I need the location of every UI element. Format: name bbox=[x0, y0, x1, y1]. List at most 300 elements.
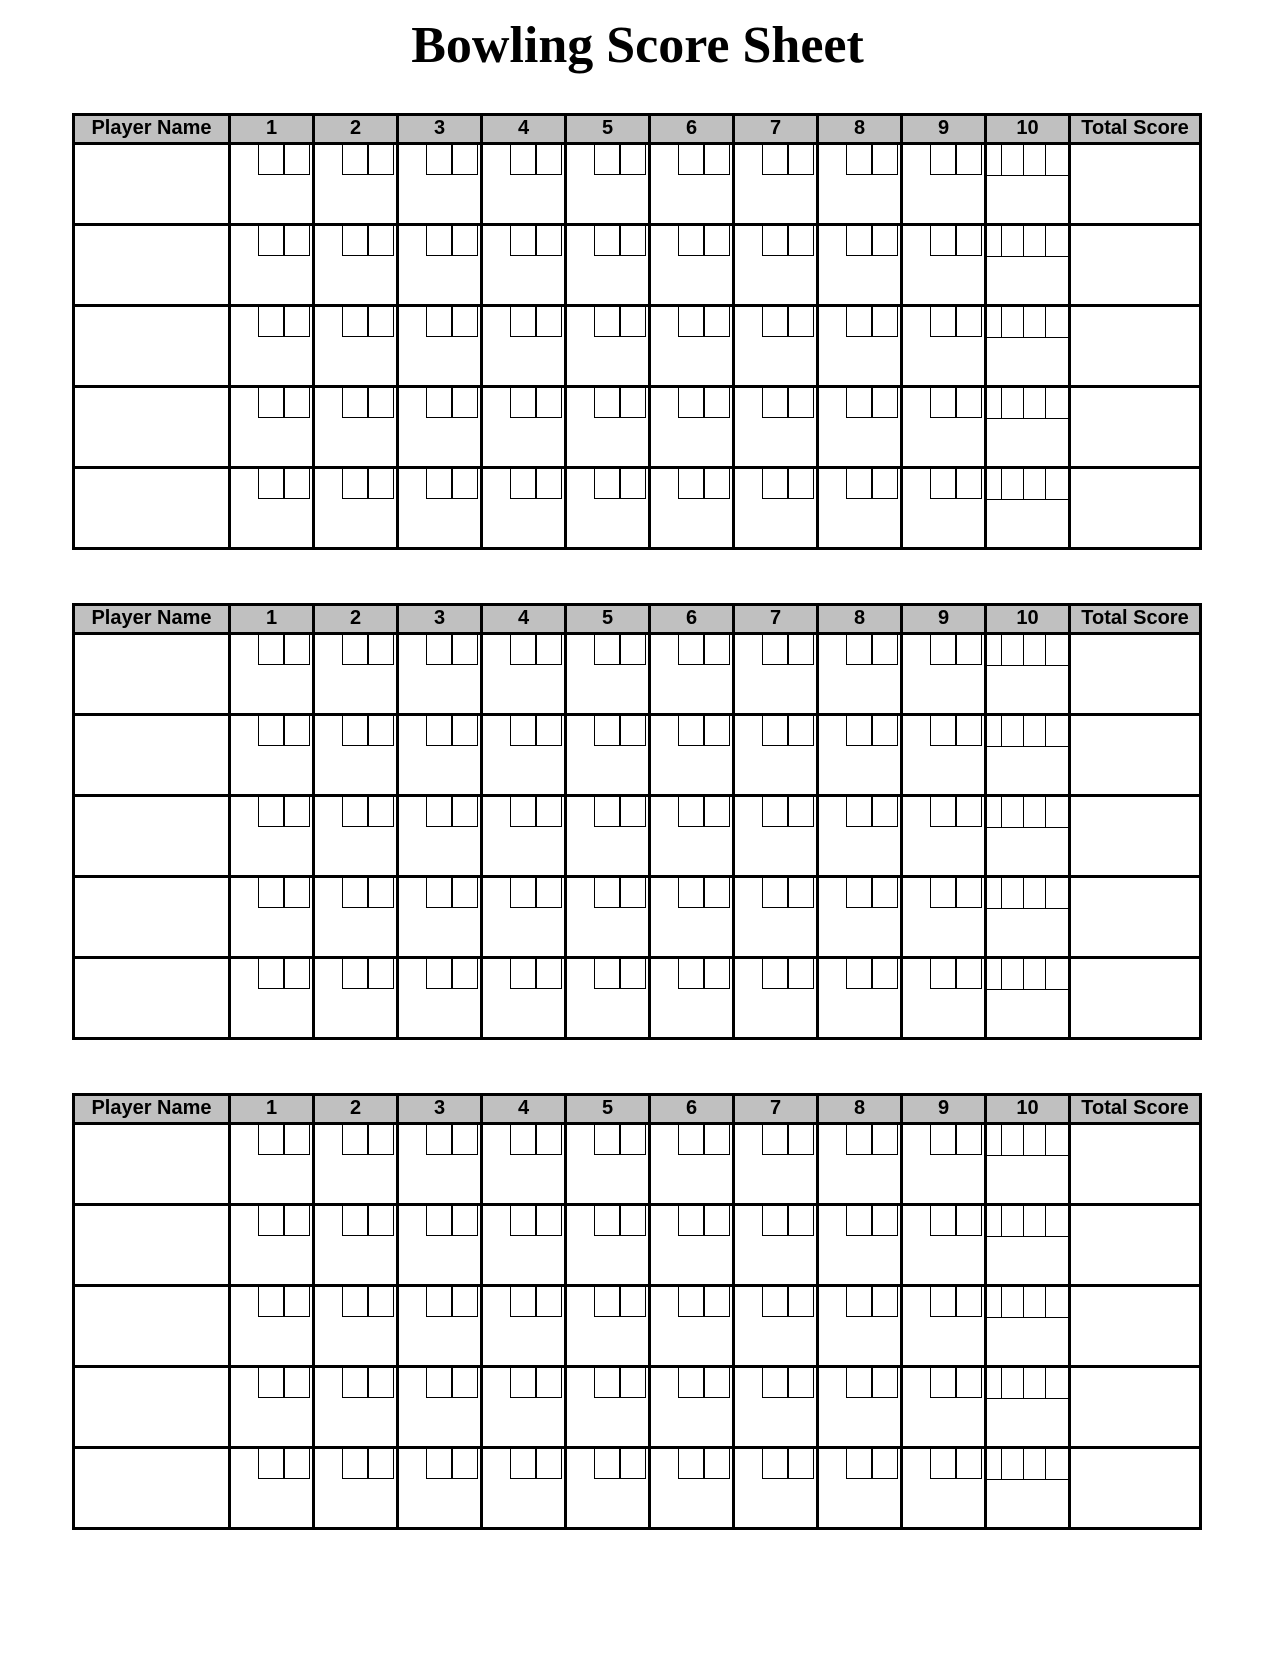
throw-box bbox=[535, 1125, 562, 1155]
throw-boxes bbox=[567, 226, 648, 256]
throw-boxes bbox=[399, 635, 480, 665]
throw-box bbox=[846, 959, 873, 989]
throw-box bbox=[258, 716, 285, 746]
throw-box bbox=[1045, 959, 1068, 989]
throw-box bbox=[871, 1125, 898, 1155]
throw-box bbox=[787, 145, 814, 175]
throw-box bbox=[703, 1287, 730, 1317]
throw-box bbox=[955, 388, 982, 418]
throw-box bbox=[594, 716, 621, 746]
throw-box bbox=[367, 878, 394, 908]
throw-boxes bbox=[315, 1125, 396, 1155]
throw-box bbox=[426, 388, 453, 418]
frame-cell-3 bbox=[398, 224, 482, 305]
frame-cell-4 bbox=[482, 305, 566, 386]
throw-box bbox=[1045, 1125, 1068, 1155]
throw-box bbox=[594, 959, 621, 989]
throw-boxes bbox=[483, 1206, 564, 1236]
frame-cell-9 bbox=[902, 467, 986, 548]
throw-box bbox=[762, 1206, 789, 1236]
frame-cell-5 bbox=[566, 1123, 650, 1204]
frame-cell-6 bbox=[650, 714, 734, 795]
player-name-cell bbox=[74, 1285, 230, 1366]
frame-cell-7 bbox=[734, 1123, 818, 1204]
throw-box bbox=[594, 1449, 621, 1479]
header-frame-8: 8 bbox=[818, 604, 902, 633]
frame-cell-4 bbox=[482, 386, 566, 467]
frame-cell-8 bbox=[818, 1366, 902, 1447]
player-name-cell bbox=[74, 714, 230, 795]
throw-box bbox=[787, 1125, 814, 1155]
score-table-2 bbox=[72, 603, 1202, 1040]
total-score-cell bbox=[1070, 224, 1201, 305]
throw-box bbox=[451, 878, 478, 908]
throw-box bbox=[258, 1125, 285, 1155]
throw-box bbox=[1045, 878, 1068, 908]
throw-box bbox=[678, 1125, 705, 1155]
header-frame-10: 10 bbox=[986, 1094, 1070, 1123]
frame-ten-strip bbox=[987, 1368, 1068, 1399]
throw-box bbox=[678, 388, 705, 418]
throw-box bbox=[426, 878, 453, 908]
throw-box bbox=[1023, 1287, 1045, 1317]
throw-box bbox=[283, 388, 310, 418]
frame-cell-8 bbox=[818, 467, 902, 548]
throw-boxes bbox=[399, 959, 480, 989]
total-score-cell bbox=[1070, 714, 1201, 795]
frame-ten-filler bbox=[987, 145, 1001, 175]
frame-cell-1 bbox=[230, 1366, 314, 1447]
throw-box bbox=[451, 469, 478, 499]
throw-box bbox=[619, 716, 646, 746]
frame-cell-1 bbox=[230, 305, 314, 386]
throw-box bbox=[787, 797, 814, 827]
throw-box bbox=[1001, 307, 1023, 337]
throw-box bbox=[703, 635, 730, 665]
frame-cell-10 bbox=[986, 876, 1070, 957]
frame-cell-7 bbox=[734, 1366, 818, 1447]
throw-box bbox=[426, 307, 453, 337]
throw-box bbox=[846, 1287, 873, 1317]
throw-box bbox=[703, 797, 730, 827]
throw-box bbox=[678, 797, 705, 827]
throw-boxes bbox=[651, 797, 732, 827]
throw-boxes bbox=[315, 1287, 396, 1317]
throw-boxes bbox=[651, 1368, 732, 1398]
throw-box bbox=[535, 145, 562, 175]
throw-box bbox=[1001, 1287, 1023, 1317]
frame-cell-8 bbox=[818, 1285, 902, 1366]
throw-boxes bbox=[483, 145, 564, 175]
total-score-cell bbox=[1070, 1123, 1201, 1204]
throw-box bbox=[871, 878, 898, 908]
throw-box bbox=[703, 1206, 730, 1236]
player-row bbox=[74, 1204, 1201, 1285]
frame-cell-6 bbox=[650, 1447, 734, 1528]
header-frame-5: 5 bbox=[566, 604, 650, 633]
throw-box bbox=[930, 959, 957, 989]
throw-boxes bbox=[735, 1206, 816, 1236]
throw-boxes bbox=[651, 1287, 732, 1317]
throw-boxes bbox=[651, 145, 732, 175]
throw-box bbox=[451, 1449, 478, 1479]
throw-box bbox=[955, 307, 982, 337]
total-score-cell bbox=[1070, 633, 1201, 714]
frame-cell-10 bbox=[986, 224, 1070, 305]
frame-ten-strip bbox=[987, 797, 1068, 828]
frame-cell-6 bbox=[650, 795, 734, 876]
frame-cell-7 bbox=[734, 224, 818, 305]
throw-boxes bbox=[735, 1449, 816, 1479]
throw-box bbox=[283, 469, 310, 499]
throw-box bbox=[342, 307, 369, 337]
throw-box bbox=[510, 1125, 537, 1155]
throw-box bbox=[955, 469, 982, 499]
throw-box bbox=[846, 1449, 873, 1479]
throw-box bbox=[955, 145, 982, 175]
frame-cell-1 bbox=[230, 876, 314, 957]
throw-box bbox=[594, 388, 621, 418]
player-row bbox=[74, 467, 1201, 548]
throw-box bbox=[1023, 226, 1045, 256]
throw-boxes bbox=[735, 1125, 816, 1155]
throw-boxes bbox=[483, 469, 564, 499]
throw-boxes bbox=[651, 226, 732, 256]
header-total-score: Total Score bbox=[1070, 1094, 1201, 1123]
frame-cell-10 bbox=[986, 957, 1070, 1038]
player-row bbox=[74, 1447, 1201, 1528]
total-score-cell bbox=[1070, 795, 1201, 876]
throw-box bbox=[871, 226, 898, 256]
throw-box bbox=[1001, 388, 1023, 418]
frame-cell-3 bbox=[398, 386, 482, 467]
throw-box bbox=[871, 1368, 898, 1398]
throw-box bbox=[283, 1368, 310, 1398]
throw-box bbox=[1023, 716, 1045, 746]
throw-box bbox=[871, 1449, 898, 1479]
throw-box bbox=[1045, 469, 1068, 499]
throw-box bbox=[955, 226, 982, 256]
throw-box bbox=[678, 716, 705, 746]
frame-cell-1 bbox=[230, 1285, 314, 1366]
frame-cell-1 bbox=[230, 795, 314, 876]
throw-box bbox=[871, 1287, 898, 1317]
throw-box bbox=[930, 1125, 957, 1155]
throw-box bbox=[451, 797, 478, 827]
throw-boxes bbox=[903, 469, 984, 499]
throw-box bbox=[342, 1206, 369, 1236]
throw-box bbox=[426, 1449, 453, 1479]
frame-cell-8 bbox=[818, 143, 902, 224]
throw-box bbox=[283, 1206, 310, 1236]
throw-box bbox=[762, 469, 789, 499]
frame-cell-1 bbox=[230, 1447, 314, 1528]
throw-box bbox=[594, 797, 621, 827]
frame-cell-6 bbox=[650, 957, 734, 1038]
frame-cell-2 bbox=[314, 633, 398, 714]
frame-cell-5 bbox=[566, 714, 650, 795]
throw-box bbox=[510, 469, 537, 499]
frame-cell-4 bbox=[482, 1123, 566, 1204]
throw-boxes bbox=[315, 797, 396, 827]
throw-box bbox=[703, 878, 730, 908]
throw-box bbox=[619, 1368, 646, 1398]
throw-boxes bbox=[483, 635, 564, 665]
total-score-cell bbox=[1070, 305, 1201, 386]
frame-cell-10 bbox=[986, 386, 1070, 467]
throw-box bbox=[955, 635, 982, 665]
throw-boxes bbox=[651, 1206, 732, 1236]
throw-box bbox=[1023, 959, 1045, 989]
throw-box bbox=[342, 469, 369, 499]
player-name-cell bbox=[74, 957, 230, 1038]
total-score-cell bbox=[1070, 386, 1201, 467]
frame-cell-2 bbox=[314, 1285, 398, 1366]
throw-box bbox=[451, 959, 478, 989]
throw-box bbox=[619, 959, 646, 989]
throw-box bbox=[283, 1449, 310, 1479]
frame-ten-filler bbox=[987, 1287, 1001, 1317]
header-frame-7: 7 bbox=[734, 114, 818, 143]
throw-box bbox=[594, 1206, 621, 1236]
throw-box bbox=[1001, 469, 1023, 499]
throw-box bbox=[535, 1449, 562, 1479]
throw-boxes bbox=[903, 1368, 984, 1398]
throw-box bbox=[1045, 1449, 1068, 1479]
frame-cell-6 bbox=[650, 1366, 734, 1447]
throw-box bbox=[955, 878, 982, 908]
frame-cell-2 bbox=[314, 467, 398, 548]
throw-box bbox=[258, 307, 285, 337]
frame-cell-7 bbox=[734, 386, 818, 467]
throw-box bbox=[619, 388, 646, 418]
throw-box bbox=[1023, 635, 1045, 665]
frame-cell-2 bbox=[314, 876, 398, 957]
throw-boxes bbox=[567, 797, 648, 827]
throw-box bbox=[426, 226, 453, 256]
frame-ten-filler bbox=[987, 307, 1001, 337]
throw-boxes bbox=[315, 1368, 396, 1398]
throw-box bbox=[1023, 1206, 1045, 1236]
throw-boxes bbox=[231, 1449, 312, 1479]
throw-boxes bbox=[567, 469, 648, 499]
frame-cell-6 bbox=[650, 633, 734, 714]
throw-box bbox=[762, 1449, 789, 1479]
throw-box bbox=[451, 635, 478, 665]
throw-box bbox=[342, 1125, 369, 1155]
header-frame-1: 1 bbox=[230, 114, 314, 143]
frame-cell-4 bbox=[482, 957, 566, 1038]
throw-box bbox=[451, 1125, 478, 1155]
throw-box bbox=[871, 716, 898, 746]
throw-box bbox=[535, 226, 562, 256]
throw-boxes bbox=[903, 716, 984, 746]
frame-cell-3 bbox=[398, 1204, 482, 1285]
throw-box bbox=[678, 1287, 705, 1317]
throw-box bbox=[1001, 797, 1023, 827]
header-frame-5: 5 bbox=[566, 1094, 650, 1123]
throw-box bbox=[871, 388, 898, 418]
throw-boxes bbox=[819, 1125, 900, 1155]
throw-box bbox=[510, 226, 537, 256]
throw-box bbox=[930, 145, 957, 175]
throw-boxes bbox=[483, 1125, 564, 1155]
frame-cell-9 bbox=[902, 305, 986, 386]
throw-boxes bbox=[315, 226, 396, 256]
frame-cell-2 bbox=[314, 305, 398, 386]
frame-cell-10 bbox=[986, 143, 1070, 224]
frame-cell-10 bbox=[986, 1285, 1070, 1366]
player-row bbox=[74, 386, 1201, 467]
throw-box bbox=[1001, 1449, 1023, 1479]
throw-box bbox=[1001, 145, 1023, 175]
frame-cell-4 bbox=[482, 876, 566, 957]
frame-ten-filler bbox=[987, 469, 1001, 499]
header-frame-9: 9 bbox=[902, 114, 986, 143]
throw-box bbox=[762, 635, 789, 665]
frame-cell-5 bbox=[566, 795, 650, 876]
frame-ten-strip bbox=[987, 959, 1068, 990]
throw-boxes bbox=[231, 145, 312, 175]
frame-cell-4 bbox=[482, 467, 566, 548]
header-frame-9: 9 bbox=[902, 604, 986, 633]
throw-box bbox=[678, 635, 705, 665]
throw-box bbox=[367, 1125, 394, 1155]
throw-boxes bbox=[735, 797, 816, 827]
frame-cell-3 bbox=[398, 876, 482, 957]
throw-boxes bbox=[819, 635, 900, 665]
throw-box bbox=[535, 797, 562, 827]
throw-boxes bbox=[567, 145, 648, 175]
throw-boxes bbox=[819, 145, 900, 175]
throw-box bbox=[762, 307, 789, 337]
frame-cell-2 bbox=[314, 1366, 398, 1447]
frame-cell-5 bbox=[566, 1447, 650, 1528]
throw-box bbox=[258, 635, 285, 665]
frame-cell-2 bbox=[314, 224, 398, 305]
throw-box bbox=[930, 716, 957, 746]
throw-boxes bbox=[399, 226, 480, 256]
throw-box bbox=[342, 878, 369, 908]
throw-boxes bbox=[735, 1287, 816, 1317]
throw-box bbox=[367, 1206, 394, 1236]
throw-box bbox=[535, 878, 562, 908]
throw-box bbox=[535, 716, 562, 746]
throw-box bbox=[594, 1287, 621, 1317]
throw-boxes bbox=[567, 716, 648, 746]
throw-boxes bbox=[483, 959, 564, 989]
frame-cell-9 bbox=[902, 633, 986, 714]
throw-box bbox=[283, 716, 310, 746]
throw-boxes bbox=[819, 878, 900, 908]
throw-box bbox=[930, 1449, 957, 1479]
frame-cell-1 bbox=[230, 957, 314, 1038]
throw-box bbox=[426, 469, 453, 499]
throw-box bbox=[762, 1368, 789, 1398]
throw-boxes bbox=[315, 307, 396, 337]
throw-box bbox=[930, 1368, 957, 1398]
header-row bbox=[74, 604, 1201, 633]
throw-box bbox=[367, 469, 394, 499]
frame-ten-filler bbox=[987, 635, 1001, 665]
frame-ten-strip bbox=[987, 1125, 1068, 1156]
throw-boxes bbox=[315, 145, 396, 175]
throw-box bbox=[619, 469, 646, 499]
header-frame-3: 3 bbox=[398, 114, 482, 143]
header-frame-4: 4 bbox=[482, 114, 566, 143]
throw-box bbox=[955, 1287, 982, 1317]
throw-boxes bbox=[483, 1449, 564, 1479]
header-frame-4: 4 bbox=[482, 1094, 566, 1123]
throw-boxes bbox=[231, 1125, 312, 1155]
player-name-cell bbox=[74, 386, 230, 467]
throw-box bbox=[342, 226, 369, 256]
frame-cell-3 bbox=[398, 1366, 482, 1447]
frame-ten-filler bbox=[987, 1206, 1001, 1236]
throw-box bbox=[930, 797, 957, 827]
frame-cell-5 bbox=[566, 305, 650, 386]
throw-box bbox=[787, 388, 814, 418]
player-row bbox=[74, 143, 1201, 224]
throw-box bbox=[955, 959, 982, 989]
throw-box bbox=[535, 1287, 562, 1317]
total-score-cell bbox=[1070, 876, 1201, 957]
throw-box bbox=[342, 959, 369, 989]
frame-cell-8 bbox=[818, 633, 902, 714]
frame-cell-5 bbox=[566, 876, 650, 957]
throw-box bbox=[619, 145, 646, 175]
throw-boxes bbox=[735, 307, 816, 337]
throw-box bbox=[1001, 716, 1023, 746]
throw-box bbox=[787, 307, 814, 337]
throw-boxes bbox=[315, 1206, 396, 1236]
throw-boxes bbox=[903, 1449, 984, 1479]
throw-box bbox=[510, 307, 537, 337]
throw-boxes bbox=[399, 716, 480, 746]
throw-box bbox=[1001, 959, 1023, 989]
throw-box bbox=[787, 716, 814, 746]
throw-box bbox=[510, 1287, 537, 1317]
throw-boxes bbox=[231, 388, 312, 418]
throw-boxes bbox=[231, 716, 312, 746]
throw-box bbox=[846, 307, 873, 337]
throw-boxes bbox=[483, 716, 564, 746]
frame-cell-8 bbox=[818, 1123, 902, 1204]
throw-box bbox=[451, 145, 478, 175]
frame-cell-6 bbox=[650, 1204, 734, 1285]
frame-cell-9 bbox=[902, 795, 986, 876]
throw-box bbox=[871, 145, 898, 175]
throw-boxes bbox=[399, 145, 480, 175]
throw-box bbox=[787, 959, 814, 989]
frame-cell-6 bbox=[650, 1285, 734, 1366]
throw-box bbox=[342, 635, 369, 665]
throw-box bbox=[787, 469, 814, 499]
throw-boxes bbox=[567, 1125, 648, 1155]
throw-boxes bbox=[903, 635, 984, 665]
frame-cell-7 bbox=[734, 1285, 818, 1366]
throw-box bbox=[1045, 145, 1068, 175]
throw-box bbox=[258, 388, 285, 418]
throw-box bbox=[703, 1449, 730, 1479]
frame-cell-3 bbox=[398, 957, 482, 1038]
throw-box bbox=[1023, 1125, 1045, 1155]
throw-box bbox=[930, 878, 957, 908]
throw-box bbox=[594, 469, 621, 499]
throw-box bbox=[451, 1287, 478, 1317]
throw-box bbox=[703, 959, 730, 989]
throw-box bbox=[283, 307, 310, 337]
